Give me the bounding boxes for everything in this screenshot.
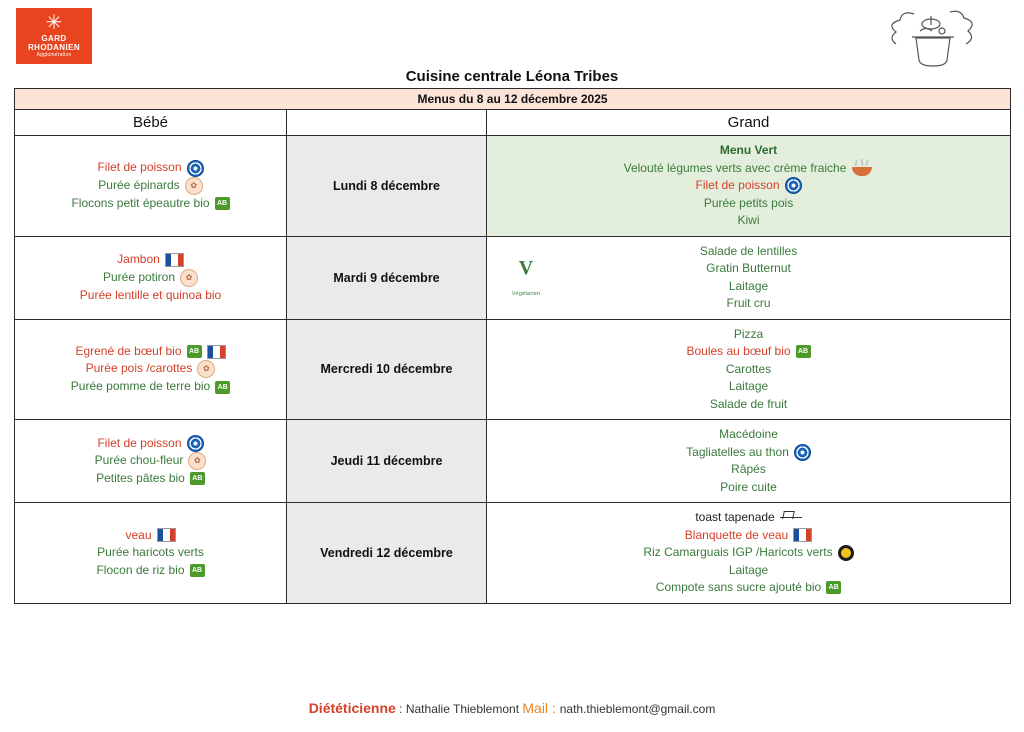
menu-item-label: Tagliatelles au thon bbox=[686, 444, 789, 459]
menu-item bbox=[19, 378, 282, 396]
day-label-cell bbox=[287, 136, 487, 237]
menu-item bbox=[491, 260, 1006, 278]
logo-line-3: Agglomération bbox=[36, 52, 72, 58]
menu-vert-title: Menu Vert bbox=[719, 143, 778, 157]
menu-item bbox=[491, 343, 1006, 361]
menu-item-label: Filet de poisson bbox=[97, 160, 182, 175]
ab-bio-icon: AB bbox=[215, 381, 230, 394]
ab-bio-icon: AB bbox=[190, 472, 205, 485]
dietician-label: Diététicienne bbox=[308, 700, 396, 716]
menu-item bbox=[19, 544, 282, 562]
fish-icon bbox=[187, 160, 204, 177]
column-header-bebe: Bébé bbox=[15, 110, 287, 136]
cooking-pot-icon bbox=[856, 4, 1006, 70]
menu-item-label: Pizza bbox=[733, 326, 764, 341]
menu-table bbox=[14, 88, 1011, 604]
menu-item bbox=[491, 160, 1006, 178]
menu-item-label: Purée haricots verts bbox=[97, 545, 204, 559]
menu-item-label: Filet de poisson bbox=[695, 178, 780, 192]
dietician-name: Nathalie Thieblemont bbox=[405, 702, 520, 716]
menu-item-label: Purée potiron bbox=[102, 269, 176, 284]
menu-item bbox=[19, 435, 282, 453]
day-label-cell bbox=[287, 420, 487, 503]
footer-sep-1: : bbox=[395, 702, 406, 716]
menu-item bbox=[491, 326, 1006, 344]
allergen-egg-icon: ✿ bbox=[197, 360, 215, 378]
ab-bio-icon: AB bbox=[187, 345, 202, 358]
menu-item bbox=[19, 527, 282, 545]
menu-item-label: Riz Camarguais IGP /Haricots verts bbox=[643, 545, 833, 559]
menu-item-label: Laitage bbox=[728, 562, 769, 577]
menu-item-label: Gratin Butternut bbox=[706, 261, 791, 275]
french-flag-icon bbox=[157, 528, 176, 542]
menu-item-label: Laitage bbox=[728, 278, 769, 293]
menu-item bbox=[491, 509, 1006, 527]
menu-period: Menus du 8 au 12 décembre 2025 bbox=[15, 89, 1011, 110]
footer bbox=[0, 700, 1024, 716]
menu-period-row bbox=[15, 89, 1011, 110]
allergen-egg-icon: ✿ bbox=[180, 269, 198, 287]
logo-mark: ✳ bbox=[45, 12, 63, 34]
menu-item bbox=[491, 295, 1006, 313]
ab-bio-icon: AB bbox=[826, 581, 841, 594]
menu-item-label: Purée pomme de terre bio bbox=[70, 379, 211, 394]
menu-item bbox=[491, 361, 1006, 379]
bebe-menu-cell bbox=[15, 420, 287, 503]
table-header-row bbox=[15, 110, 1011, 136]
menu-item-label: Purée pois /carottes bbox=[85, 361, 193, 376]
menu-item bbox=[19, 452, 282, 470]
bebe-menu-cell bbox=[15, 236, 287, 319]
menu-item bbox=[491, 396, 1006, 414]
menu-item bbox=[19, 562, 282, 580]
table-row bbox=[15, 503, 1011, 604]
logo-line-2: RHODANIEN bbox=[27, 43, 81, 52]
dietician-email[interactable]: nath.thieblemont@gmail.com bbox=[559, 702, 716, 716]
table-row bbox=[15, 236, 1011, 319]
ab-bio-icon: AB bbox=[796, 345, 811, 358]
french-flag-icon bbox=[793, 528, 812, 542]
menu-item-label: Fruit cru bbox=[726, 296, 771, 310]
menu-item bbox=[19, 251, 282, 269]
menu-item-label: Purée lentille et quinoa bio bbox=[79, 287, 222, 302]
menu-item bbox=[19, 343, 282, 361]
grand-menu-cell bbox=[487, 503, 1011, 604]
page-title: Cuisine centrale Léona Tribes bbox=[405, 68, 619, 85]
table-row bbox=[15, 136, 1011, 237]
footer-sep-2: : bbox=[548, 700, 560, 716]
menu-item-label: Carottes bbox=[725, 361, 772, 376]
menu-item-label: toast tapenade bbox=[695, 510, 775, 524]
menu-item bbox=[491, 243, 1006, 261]
day-label: Jeudi 11 décembre bbox=[330, 454, 443, 468]
french-flag-icon bbox=[165, 253, 184, 267]
menu-item bbox=[19, 159, 282, 177]
fish-icon bbox=[187, 435, 204, 452]
day-label: Lundi 8 décembre bbox=[333, 178, 440, 193]
table-row bbox=[15, 319, 1011, 420]
menu-item-label: Salade de fruit bbox=[709, 396, 788, 411]
menu-item-label: Velouté légumes verts avec crème fraiche bbox=[623, 160, 847, 175]
menu-item-label: Blanquette de veau bbox=[684, 527, 789, 542]
menu-item bbox=[491, 378, 1006, 396]
menu-item-label: Flocon de riz bio bbox=[96, 562, 185, 577]
vegetarian-caption: Végétarien bbox=[511, 290, 541, 297]
ab-bio-icon: AB bbox=[215, 197, 230, 210]
menu-item bbox=[491, 461, 1006, 479]
menu-item bbox=[491, 562, 1006, 580]
menu-item bbox=[19, 269, 282, 287]
menu-item bbox=[19, 287, 282, 305]
fish-icon bbox=[794, 444, 811, 461]
agglomeration-logo bbox=[16, 8, 92, 64]
day-label: Mercredi 10 décembre bbox=[320, 362, 453, 377]
menu-item bbox=[19, 360, 282, 378]
grand-menu-cell bbox=[487, 136, 1011, 237]
hot-soup-icon bbox=[851, 160, 873, 176]
table-row bbox=[15, 420, 1011, 503]
menu-item-label: Poire cuite bbox=[720, 479, 777, 494]
menu-item-label: Macédoine bbox=[719, 427, 778, 441]
day-label: Mardi 9 décembre bbox=[333, 270, 440, 285]
menu-item-label: Kiwi bbox=[737, 213, 760, 227]
menu-item-label: Egrené de bœuf bio bbox=[75, 343, 182, 358]
menu-item-label: Flocons petit épeautre bio bbox=[71, 195, 210, 210]
day-label-cell bbox=[287, 319, 487, 420]
ab-bio-icon: AB bbox=[190, 564, 205, 577]
bebe-menu-cell bbox=[15, 136, 287, 237]
menu-item bbox=[19, 177, 282, 195]
menu-item-label: Râpés bbox=[731, 462, 766, 476]
menu-item-label: Petites pâtes bio bbox=[96, 471, 185, 485]
column-header-grand: Grand bbox=[487, 110, 1011, 136]
column-header-middle bbox=[287, 110, 487, 136]
menu-item bbox=[491, 195, 1006, 213]
menu-item-label: Purée petits pois bbox=[703, 195, 794, 210]
menu-item bbox=[491, 479, 1006, 497]
menu-item bbox=[19, 195, 282, 213]
menu-item bbox=[491, 544, 1006, 562]
french-flag-icon bbox=[207, 345, 226, 359]
fish-icon bbox=[785, 177, 802, 194]
menu-item-label: veau bbox=[125, 527, 152, 542]
mail-label: Mail bbox=[522, 700, 549, 716]
bebe-menu-cell bbox=[15, 319, 287, 420]
menu-item bbox=[491, 212, 1006, 230]
menu-item-label: Jambon bbox=[117, 252, 160, 266]
menu-item-label: Purée épinards bbox=[98, 177, 180, 192]
menu-item-label: Laitage bbox=[728, 379, 769, 393]
menu-item-label: Boules au bœuf bio bbox=[686, 344, 791, 358]
menu-item bbox=[491, 527, 1006, 545]
menu-item-label: Filet de poisson bbox=[97, 435, 182, 450]
grand-menu-cell bbox=[487, 236, 1011, 319]
menu-item-label: Compote sans sucre ajouté bio bbox=[655, 580, 822, 594]
day-label-cell bbox=[287, 236, 487, 319]
grand-menu-cell bbox=[487, 420, 1011, 503]
menu-item bbox=[491, 278, 1006, 296]
menu-item-label: Salade de lentilles bbox=[699, 243, 798, 258]
menu-item bbox=[491, 579, 1006, 597]
allergen-egg-icon: ✿ bbox=[188, 452, 206, 470]
menu-item bbox=[19, 470, 282, 488]
menu-item bbox=[491, 426, 1006, 444]
menu-item bbox=[491, 177, 1006, 195]
logo-line-1: GARD bbox=[41, 34, 67, 43]
day-label-cell bbox=[287, 503, 487, 604]
bebe-menu-cell bbox=[15, 503, 287, 604]
menu-item-label: Purée chou-fleur bbox=[94, 453, 184, 468]
menu-item bbox=[491, 444, 1006, 462]
toast-icon bbox=[780, 511, 802, 525]
day-label: Vendredi 12 décembre bbox=[320, 545, 453, 560]
allergen-egg-icon: ✿ bbox=[185, 177, 203, 195]
igp-label-icon bbox=[838, 545, 854, 561]
grand-menu-cell bbox=[487, 319, 1011, 420]
vegetarian-mark: V bbox=[518, 256, 534, 279]
